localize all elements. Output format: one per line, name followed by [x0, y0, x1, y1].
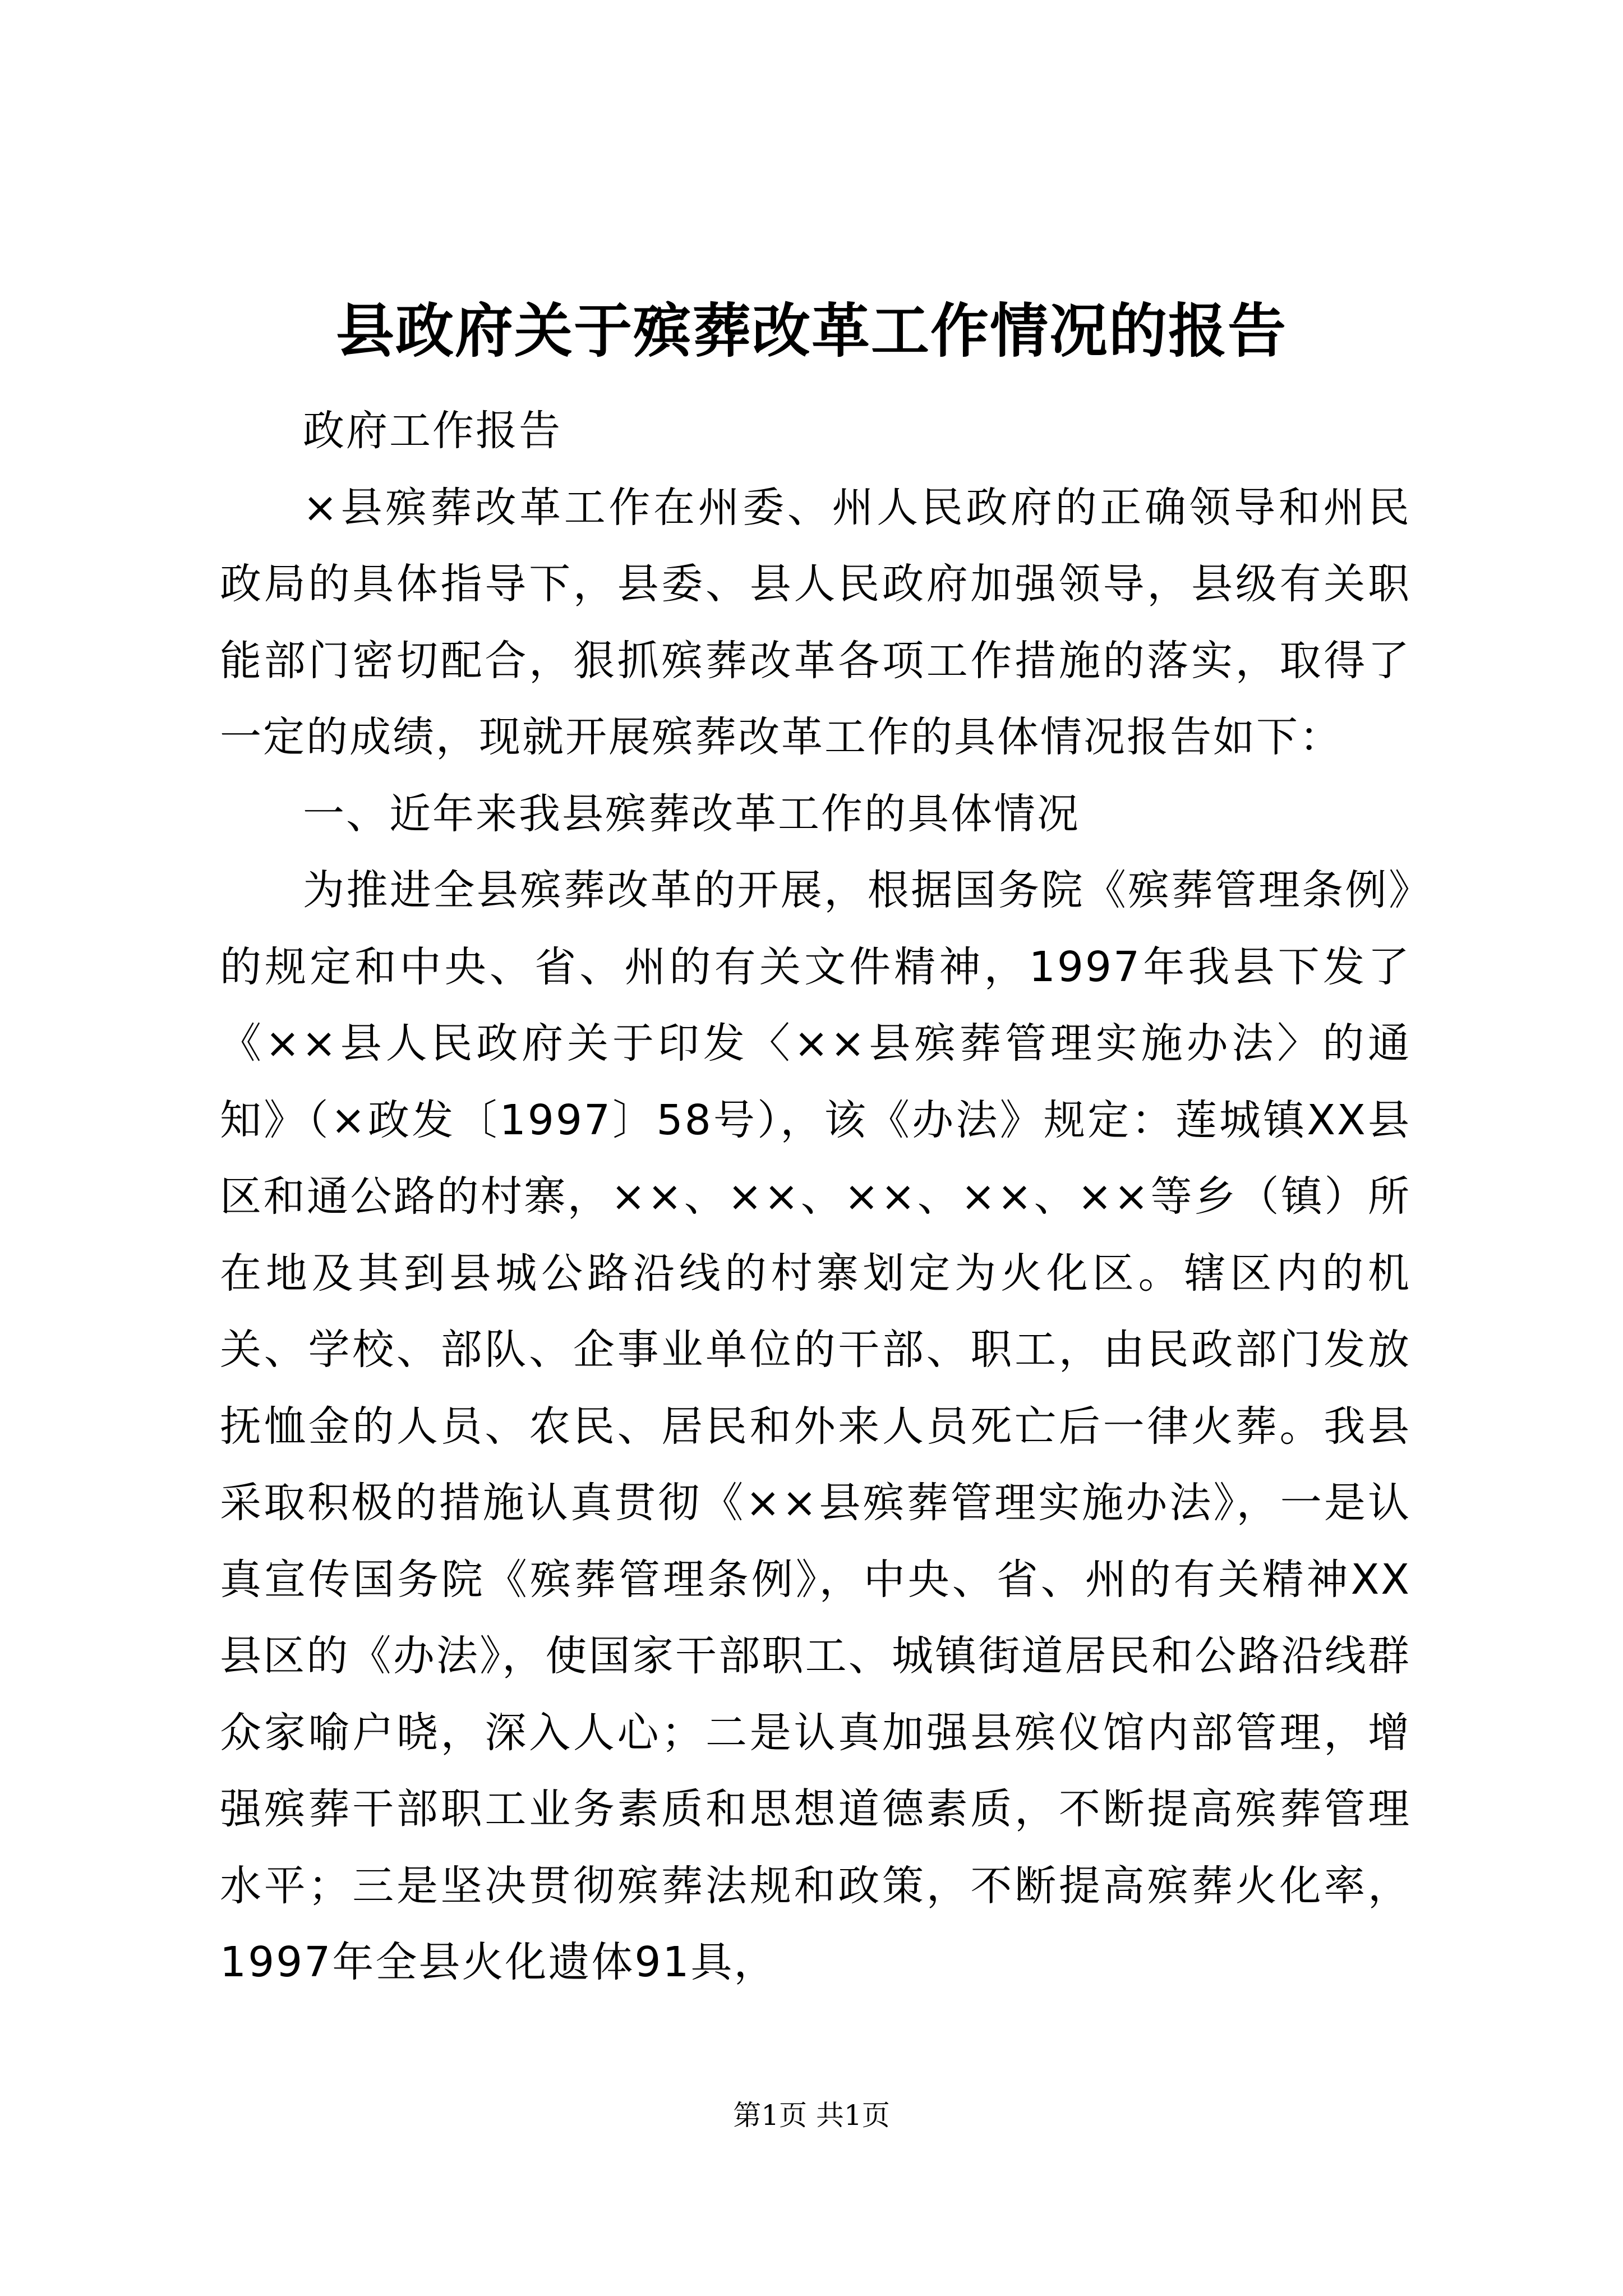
document-title: 县政府关于殡葬改革工作情况的报告: [335, 296, 1287, 365]
paragraph-details: 为推进全县殡葬改革的开展，根据国务院《殡葬管理条例》的规定和中央、省、州的有关文件精神，1997年我县下发了《××县人民政府关于印发〈××县殡葬管理实施办法〉的通知》（×政发〔1997〕58号），该《办法》规定：莲城镇XX县区和通公路的村寨，××、××、××、××、××等乡（镇）所在地及其到县城公路沿线的村寨划定为火化区。辖区内的机关、学校、部队、企事业单位的干部、职工，由民政部门发放抚恤金的人员、农民、居民和外来人员死亡后一律火葬。我县采取积极的措施认真贯彻《××县殡葬管理实施办法》，一是认真宣传国务院《殡葬管理条例》，中央、省、州的有关精神XX县区的《办法》，使国家干部职工、城镇街道居民和公路沿线群众家喻户晓，深入人心；二是认真加强县殡仪馆内部管理，增强殡葬干部职工业务素质和思想道德素质，不断提高殡葬管理水平；三是坚决贯彻殡葬法规和政策，不断提高殡葬火化率，1997年全县火化遗体91具，: [220, 866, 1411, 1986]
paragraph-category: 政府工作报告: [303, 407, 562, 455]
document-body: [220, 393, 1411, 2001]
page-footer: 第1页 共1页: [733, 2099, 890, 2132]
paragraph-intro: ×县殡葬改革工作在州委、州人民政府的正确领导和州民政局的具体指导下，县委、县人民政府加强领导，县级有关职能部门密切配合，狠抓殡葬改革各项工作措施的落实，取得了一定的成绩，现就开展殡葬改革工作的具体情况报告如下：: [220, 483, 1411, 761]
section-heading: 一、近年来我县殡葬改革工作的具体情况: [303, 789, 1080, 838]
